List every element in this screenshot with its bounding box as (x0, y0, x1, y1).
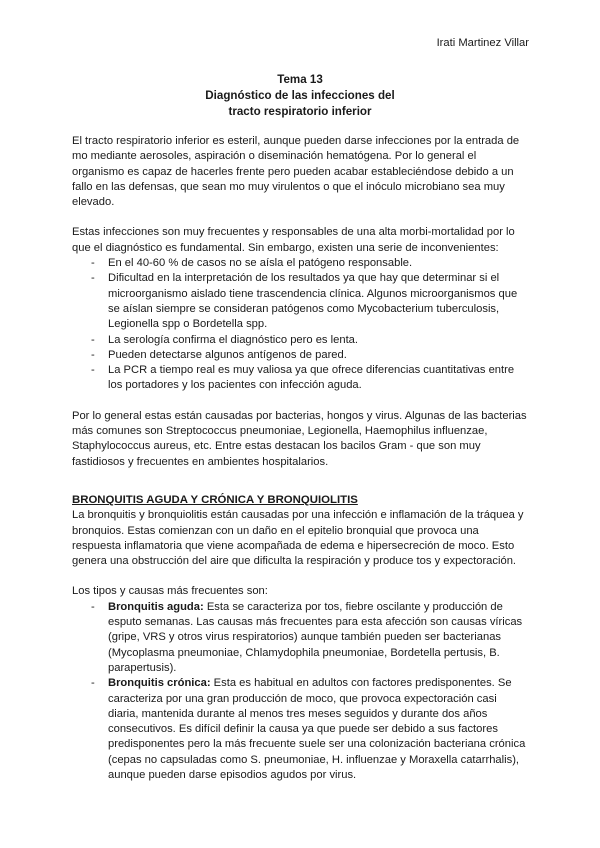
term-label: Bronquitis aguda: (108, 600, 204, 613)
list-item: - Dificultad en la interpretación de los resultados ya que hay que determinar si el microorganismo aislado tiene trascendencia clínica. Algunos microorganismos que se aíslan siempre se consideran patógenos como Mycobacterium tuberculosis, Legionella spp o Bordetella spp. (72, 271, 530, 332)
intro-paragraph-1: El tracto respiratorio inferior es esteril, aunque pueden darse infecciones por la entrada de mo mediante aerosoles, aspiración o diseminación hematógena. Por lo general el organismo es capaz de hacerles frente pero pueden acabar estableciéndose debido a un fallo en las defensas, que sean mo muy virulentos o que el inóculo microbiano sea muy elevado. (72, 135, 520, 209)
intro-paragraph-2: Estas infecciones son muy frecuentes y responsables de una alta morbi-mortalidad por lo que el diagnóstico es fundamental. Sin embargo, existen una serie de inconvenientes: (72, 226, 515, 254)
document-body (72, 134, 530, 783)
author-name: Irati Martinez Villar (436, 37, 529, 49)
term-description: Esta se caracteriza por tos, fiebre oscilante y producción de esputo semanas. Las causas más frecuentes para esta afección son causas víricas (gripe, VRS y otros virus respiratorios) aunque también pueden ser bacterianas (Mycoplasma pneumoniae, Chlamydophila pneumoniae, Bordetella pertusis, B. parapertusis). (108, 600, 523, 674)
title-line-3: tracto respiratorio inferior (228, 105, 372, 118)
title-line-1: Tema 13 (277, 73, 323, 86)
list-item (72, 600, 530, 676)
list-item: - Pueden detectarse algunos antígenos de pared. (72, 348, 530, 363)
term-label: Bronquitis crónica: (108, 677, 211, 690)
section-paragraph-1: La bronquitis y bronquiolitis están causadas por una infección e inflamación de la tráquea y bronquios. Estas comienzan con un daño en el epitelio bronquial que provoca una respuesta inflamatoria que viene acompañada de edema e hipersecreción de moco. Esto genera una obstrucción del aire que dificulta la respiración y produce tos y expectoración. (72, 509, 524, 568)
list-item: - En el 40-60 % de casos no se aísla el patógeno responsable. (72, 256, 530, 271)
section-heading: BRONQUITIS AGUDA Y CRÓNICA Y BRONQUIOLITIS (72, 493, 358, 506)
title-line-2: Diagnóstico de las infecciones del (205, 89, 395, 102)
tipos-list (72, 600, 530, 784)
list-item (72, 676, 530, 783)
intro-paragraph-3: Por lo general estas están causadas por bacterias, hongos y virus. Algunas de las bacterias más comunes son Streptococcus pneumoniae, Legionella, Haemophilus influenzae, Staphylococcus aureus, etc. Entre estas destacan los bacilos Gram - que son muy fastidiosos y frecuentes en ambientes hospitalarios. (72, 409, 527, 468)
document-title (0, 72, 600, 120)
section-paragraph-2: Los tipos y causas más frecuentes son: (72, 585, 268, 598)
list-item: - La serología confirma el diagnóstico pero es lenta. (72, 333, 530, 348)
term-description: Esta es habitual en adultos con factores predisponentes. Se caracteriza por una gran producción de moco, que provoca expectoración casi diaria, mantenida durante al menos tres meses seguidos y durante dos años consecutivos. Es difícil definir la causa ya que puede ser debido a sus factores predisponentes pero la más frecuente suele ser una colonización bacteriana crónica (cepas no capsuladas como S. pneumoniae, H. influenzae y Moraxella catarrhalis), aunque pueden darse episodios agudos por virus. (108, 677, 526, 781)
list-item: - La PCR a tiempo real es muy valiosa ya que ofrece diferencias cuantitativas entre los portadores y los pacientes con infección aguda. (72, 363, 530, 394)
inconvenientes-list (72, 256, 530, 394)
